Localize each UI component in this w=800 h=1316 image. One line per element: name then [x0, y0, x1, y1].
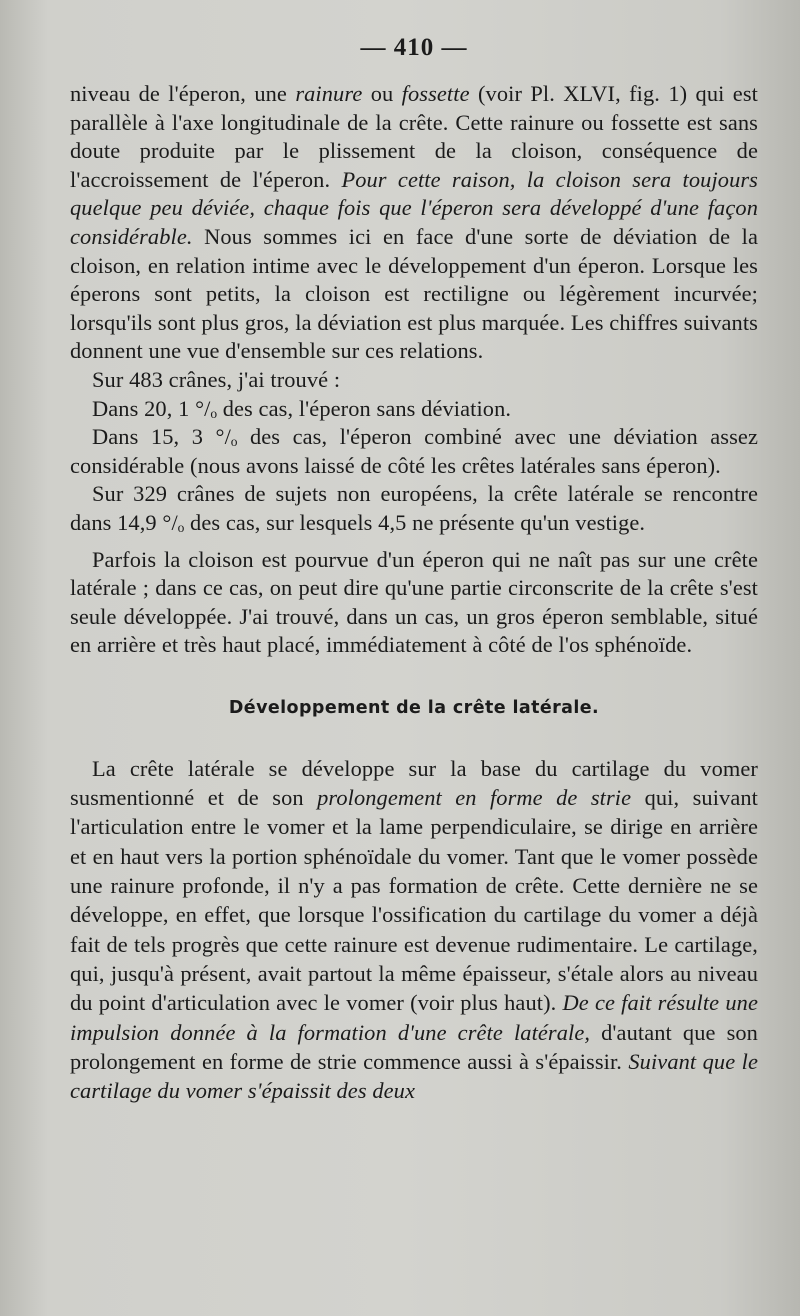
italic-run: rainure	[295, 81, 363, 106]
text-run: (voir Pl. XLVI, fig. 1) qui est parallèle à l'axe longitudinale de la crête. Cette rainure ou fossette est sans doute produite par le plissement de la cloison, conséquence de l'accroissement de l'éperon.	[70, 81, 758, 192]
paragraph-eperon-deviation	[70, 80, 758, 366]
italic-run: fossette	[401, 81, 470, 106]
paragraph-crane-count: Sur 483 crânes, j'ai trouvé :	[92, 366, 341, 392]
italic-run: Pour cette raison, la cloison sera toujours quelque peu déviée, chaque fois que l'éperon sera développé d'une façon considérable.	[70, 166, 758, 249]
text-run: d'autant que son prolongement en forme de strie commence aussi à s'épaissir.	[70, 1019, 758, 1074]
text-run: La crête latérale se développe sur la base du cartilage du vomer susmentionné et de son	[70, 755, 758, 811]
italic-run: Suivant que le cartilage du vomer s'épaissit des deux	[70, 1048, 758, 1104]
text-run: ou	[362, 81, 402, 106]
paragraph-developpement	[70, 754, 758, 1106]
italic-run: prolongement en forme de strie	[317, 785, 632, 811]
section-text-bottom	[70, 754, 758, 1106]
section-heading: Développement de la crête latérale.	[228, 697, 600, 718]
paragraph-non-europeens: Sur 329 crânes de sujets non européens, la crête latérale se rencontre dans 14,9 °/ₒ des cas, sur lesquels 4,5 ne présente qu'un vestige.	[70, 481, 758, 535]
text-run: Nous sommes ici en face d'une sorte de déviation de la cloison, en relation intime avec le développement d'un éperon. Lorsque les éperons sont petits, la cloison est rectiligne ou légèrement incurvée; lorsqu'ils sont plus gros, la déviation est plus marquée. Les chiffres suivants donnent une vue d'ensemble sur ces relations.	[70, 223, 758, 364]
text-run: qui, suivant l'articulation entre le vomer et la lame perpendiculaire, se dirige en arrière et en haut vers la portion sphénoïdale du vomer. Tant que le vomer possède une rainure profonde, il n'y a pas formation de crête. Cette dernière ne se développe, en effet, que lorsque l'ossification du cartilage du vomer a déjà fait de tels progrès que cette rainure est devenue rudimentaire. Le cartilage, qui, jusqu'à présent, avait partout la même épaisseur, s'étale alors au niveau du point d'articulation avec le vomer (voir plus haut).	[70, 785, 758, 1016]
italic-run: De ce fait résulte une impulsion donnée à la formation d'une crête latérale,	[70, 990, 758, 1045]
paragraph-sans-deviation: Dans 20, 1 °/ₒ des cas, l'éperon sans déviation.	[92, 395, 512, 421]
page-number: — 410 —	[360, 34, 468, 61]
section-text-top	[70, 80, 758, 660]
paragraph-eperon-isole: Parfois la cloison est pourvue d'un éperon qui ne naît pas sur une crête latérale ; dans ce cas, on peut dire qu'une partie circonscrite de la crête s'est seule développée. J'ai trouvé, dans un cas, un gros éperon semblable, situé en arrière et très haut placé, immédiatement à côté de l'os sphénoïde.	[70, 546, 758, 658]
paragraph-avec-deviation: Dans 15, 3 °/ₒ des cas, l'éperon combiné avec une déviation assez considérable (nous avons laissé de côté les crêtes latérales sans éperon).	[70, 424, 758, 478]
text-run: niveau de l'éperon, une	[70, 81, 296, 106]
